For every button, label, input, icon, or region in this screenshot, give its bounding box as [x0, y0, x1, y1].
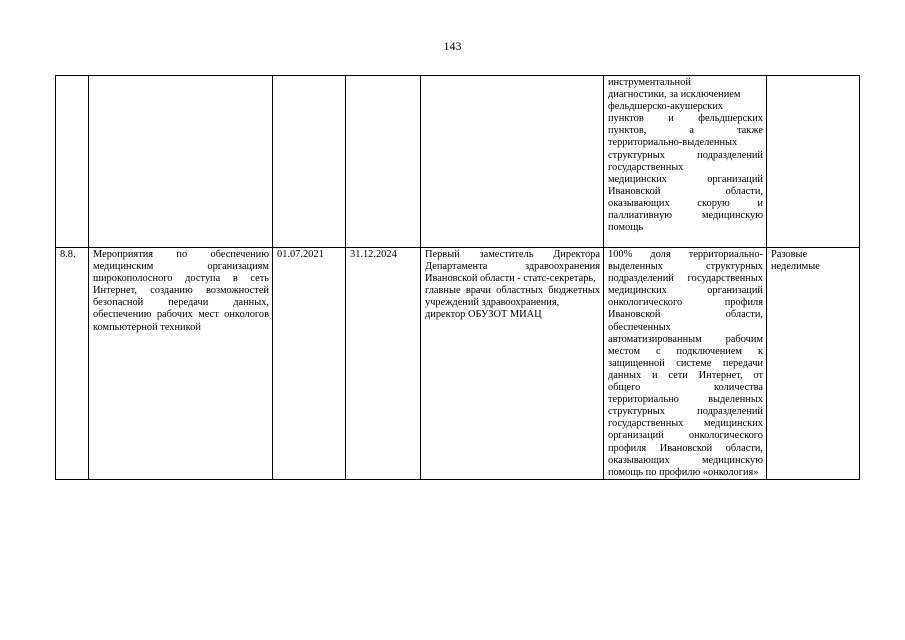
- cell-activity: Мероприятия по обеспечению медицинским организациям широкополосного доступа в сеть Интернет, созданию возможностей безопасной передачи данных, обеспечению рабочих мест онкологов компьютерной техникой: [89, 248, 273, 480]
- result-line: территориально-выделенных: [608, 137, 738, 149]
- cell-result-continued: [604, 76, 767, 248]
- table-row-8-8: [56, 248, 860, 480]
- result-line: Ивановской области,: [608, 185, 763, 197]
- result-line: диагностики, за исключением: [608, 89, 741, 101]
- responsible-line: директор ОБУЗОТ МИАЦ: [425, 309, 542, 321]
- activities-table: [55, 75, 860, 480]
- cell-start-date: 01.07.2021: [273, 248, 346, 480]
- responsible-line: главные врачи областных бюджетных учреждений здравоохранения,: [425, 285, 600, 309]
- cell-type: Разовые неделимые: [767, 248, 860, 480]
- result-line: паллиативную медицинскую: [608, 210, 763, 222]
- cell-activity-empty: [89, 76, 273, 248]
- cell-end-empty: [346, 76, 421, 248]
- result-line: фельдшерско-акушерских: [608, 101, 724, 113]
- result-line: государственных: [608, 161, 684, 173]
- cell-start-empty: [273, 76, 346, 248]
- cell-responsible: [421, 248, 604, 480]
- result-line: пунктов, а также: [608, 125, 763, 137]
- table-row-continued: [56, 76, 860, 248]
- result-line: медицинских организаций: [608, 173, 763, 185]
- cell-number: 8.8.: [56, 248, 89, 480]
- result-line: инструментальной: [608, 77, 691, 88]
- cell-end-date: 31.12.2024: [346, 248, 421, 480]
- page-number: 143: [443, 39, 462, 53]
- result-line: оказывающих скорую и: [608, 197, 763, 209]
- cell-number-empty: [56, 76, 89, 248]
- responsible-line: Первый заместитель Директора Департамента здравоохранения Ивановской области - статс-секретарь,: [425, 249, 600, 285]
- result-line: структурных подразделений: [608, 149, 763, 161]
- result-line: помощь: [608, 222, 644, 234]
- cell-result: 100% доля территориально-выделенных структурных подразделений государственных медицинских организаций онкологического профиля Ивановской области, обеспеченных автоматизированным рабочим местом с подключением к защищенной системе передачи данных и сети Интернет, от общего количества территориально выделенных структурных подразделений государственных медицинских организаций онкологического профиля Ивановской области, оказывающих медицинскую помощь по профилю «онкология»: [604, 248, 767, 480]
- cell-responsible-empty: [421, 76, 604, 248]
- cell-type-empty: [767, 76, 860, 248]
- result-line: пунктов и фельдшерских: [608, 113, 763, 125]
